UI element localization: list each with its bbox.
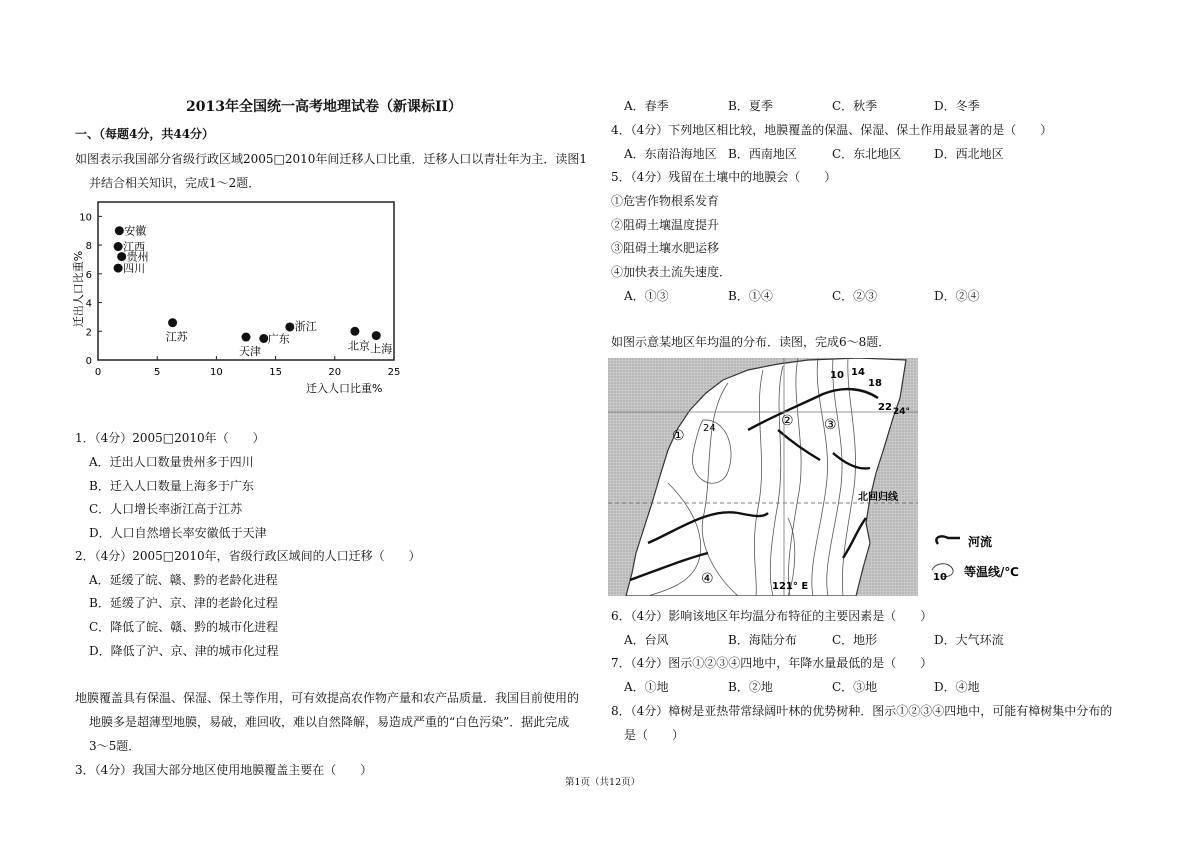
data-point: [242, 333, 251, 342]
isotherm-legend-label: 等温线/℃: [964, 565, 1019, 579]
data-point-label: 安徽: [124, 224, 147, 238]
q1-option-a[interactable]: A．迁出人口数量贵州多于四川: [89, 455, 254, 469]
q7-stem: 7．（4分）图示①②③④四地中，年降水量最低的是（ ）: [611, 656, 933, 670]
q7-option-b[interactable]: B．②地: [728, 680, 773, 694]
isotherm-map: [608, 358, 918, 596]
y-tick-label: 8: [85, 241, 92, 253]
q3-option-b[interactable]: B．夏季: [728, 99, 773, 113]
area-label-1: ①: [672, 428, 685, 444]
y-tick-label: 2: [85, 327, 92, 339]
data-point-label: 贵州: [126, 250, 149, 264]
q6-option-d[interactable]: D．大气环流: [934, 633, 1004, 647]
q5-option-d[interactable]: D．②④: [934, 289, 980, 303]
q7-option-c[interactable]: C．③地: [832, 680, 878, 694]
isotherm-legend-sample: 10: [933, 572, 947, 583]
q4-option-c[interactable]: C．东北地区: [832, 147, 902, 161]
isotherm-label-18: 18: [868, 378, 882, 389]
q5-option-c[interactable]: C．②③: [832, 289, 878, 303]
map-legend: [928, 528, 1038, 588]
page-title: 2013年全国统一高考地理试卷（新课标II）: [186, 99, 463, 115]
isotherm-label-14: 14: [851, 367, 865, 378]
x-tick-label: 20: [328, 367, 342, 378]
data-point: [350, 327, 359, 336]
q8-stem-continued: 是（ ）: [624, 728, 685, 742]
river-legend-symbol: [936, 536, 960, 544]
q5-option-b[interactable]: B．①④: [728, 289, 773, 303]
data-point-label: 江西: [123, 240, 146, 254]
q5-stem: 5．（4分）残留在土壤中的地膜会（ ）: [611, 170, 837, 184]
x-tick-label: 25: [387, 367, 401, 378]
intro-2-line-2: 地膜多是超薄型地膜，易破，难回收，难以自然降解，易造成严重的“白色污染”．据此完成: [89, 715, 570, 729]
isotherm-label-24-east: 24°: [893, 407, 911, 417]
q4-option-b[interactable]: B．西南地区: [728, 147, 797, 161]
q3-option-a[interactable]: A．春季: [624, 99, 669, 113]
intro-2-line-1: 地膜覆盖具有保温、保湿、保土等作用，可有效提高农作物产量和农产品质量．我国目前使用的: [75, 691, 580, 705]
section-heading: 一、（每题4分，共44分）: [75, 127, 215, 141]
q4-stem: 4．（4分）下列地区相比较，地膜覆盖的保温、保湿、保土作用最显著的是（ ）: [611, 123, 1053, 137]
x-axis-label: 迁入人口比重%: [306, 382, 383, 395]
y-tick-label: 4: [85, 298, 92, 310]
x-tick-label: 0: [94, 367, 102, 378]
q7-option-a[interactable]: A．①地: [624, 680, 669, 694]
y-tick-label: 0: [85, 356, 92, 367]
q2-option-d[interactable]: D．降低了沪、京、津的城市化过程: [89, 644, 279, 658]
data-point-label: 上海: [370, 342, 393, 356]
area-label-4: ④: [701, 571, 714, 587]
data-point-label: 天津: [239, 345, 261, 359]
y-axis-label: 迁出人口比重%: [72, 250, 85, 328]
page-footer: 第1页（共12页）: [565, 777, 641, 788]
tropic-label: 北回归线: [858, 492, 898, 503]
q1-option-d[interactable]: D．人口自然增长率安徽低于天津: [89, 526, 267, 540]
q2-option-b[interactable]: B．延缓了沪、京、津的老龄化过程: [89, 596, 278, 610]
data-point-label: 广东: [267, 332, 290, 346]
q4-option-d[interactable]: D．西北地区: [934, 147, 1004, 161]
data-point-label: 浙江: [294, 319, 317, 333]
data-point-label: 江苏: [165, 330, 188, 344]
intro-2-line-3: 3～5题．: [89, 739, 141, 753]
x-tick-label: 5: [154, 367, 161, 378]
intro-3: 如图示意某地区年均温的分布．读图，完成6～8题．: [611, 335, 891, 349]
q2-option-a[interactable]: A．延缓了皖、赣、黔的老龄化进程: [89, 573, 278, 587]
q6-option-c[interactable]: C．地形: [832, 633, 878, 647]
isotherm-label-24: 24: [703, 423, 716, 434]
data-point: [114, 242, 123, 251]
q3-stem: 3．（4分）我国大部分地区使用地膜覆盖主要在（ ）: [75, 763, 373, 777]
y-tick-label: 6: [85, 269, 92, 281]
q7-option-d[interactable]: D．④地: [934, 680, 980, 694]
q5-item-3: ③阻碍土壤水肥运移: [611, 241, 720, 255]
q6-stem: 6．（4分）影响该地区年均温分布特征的主要因素是（ ）: [611, 609, 933, 623]
q8-stem: 8．（4分）樟树是亚热带常绿阔叶林的优势树种．图示①②③④四地中，可能有樟树集中分布的: [611, 704, 1113, 718]
data-point: [168, 318, 177, 327]
data-point: [115, 226, 124, 235]
q5-option-a[interactable]: A．①③: [624, 289, 669, 303]
q5-item-2: ②阻碍土壤温度提升: [611, 218, 720, 232]
q6-option-a[interactable]: A．台风: [624, 633, 669, 647]
q5-item-1: ①危害作物根系发育: [611, 194, 720, 208]
area-label-2: ②: [781, 413, 794, 429]
area-label-3: ③: [824, 417, 837, 433]
q2-option-c[interactable]: C．降低了皖、赣、黔的城市化进程: [89, 620, 279, 634]
q1-stem: 1．（4分）2005□2010年（ ）: [75, 431, 265, 445]
river-legend-label: 河流: [968, 535, 993, 549]
data-point-label: 北京: [347, 339, 370, 353]
data-point: [372, 331, 381, 340]
intro-1-line-1: 如图表示我国部分省级行政区域2005□2010年间迁移人口比重．迁移人口以青壮年为主．读图1: [75, 152, 588, 166]
data-point-label: 四川: [123, 262, 146, 276]
q1-option-b[interactable]: B．迁入人口数量上海多于广东: [89, 479, 254, 493]
q5-item-4: ④加快表土流失速度．: [611, 265, 732, 279]
isotherm-label-10: 10: [830, 370, 844, 381]
x-tick-label: 10: [210, 367, 223, 378]
q6-option-b[interactable]: B．海陆分布: [728, 633, 797, 647]
q1-option-c[interactable]: C．人口增长率浙江高于江苏: [89, 502, 243, 516]
y-tick-label: 10: [79, 212, 92, 224]
data-point: [285, 322, 294, 331]
migration-scatter-chart: [62, 196, 407, 412]
x-tick-label: 15: [269, 367, 282, 378]
data-point: [114, 264, 123, 273]
q3-option-c[interactable]: C．秋季: [832, 99, 878, 113]
meridian-label: 121° E: [772, 581, 809, 592]
q4-option-a[interactable]: A．东南沿海地区: [624, 147, 717, 161]
q3-option-d[interactable]: D．冬季: [934, 99, 980, 113]
intro-1-line-2: 并结合相关知识，完成1～2题．: [89, 176, 261, 190]
isotherm-label-22: 22: [878, 402, 892, 413]
q2-stem: 2．（4分）2005□2010年，省级行政区域间的人口迁移（ ）: [75, 549, 421, 563]
data-point: [117, 252, 126, 261]
